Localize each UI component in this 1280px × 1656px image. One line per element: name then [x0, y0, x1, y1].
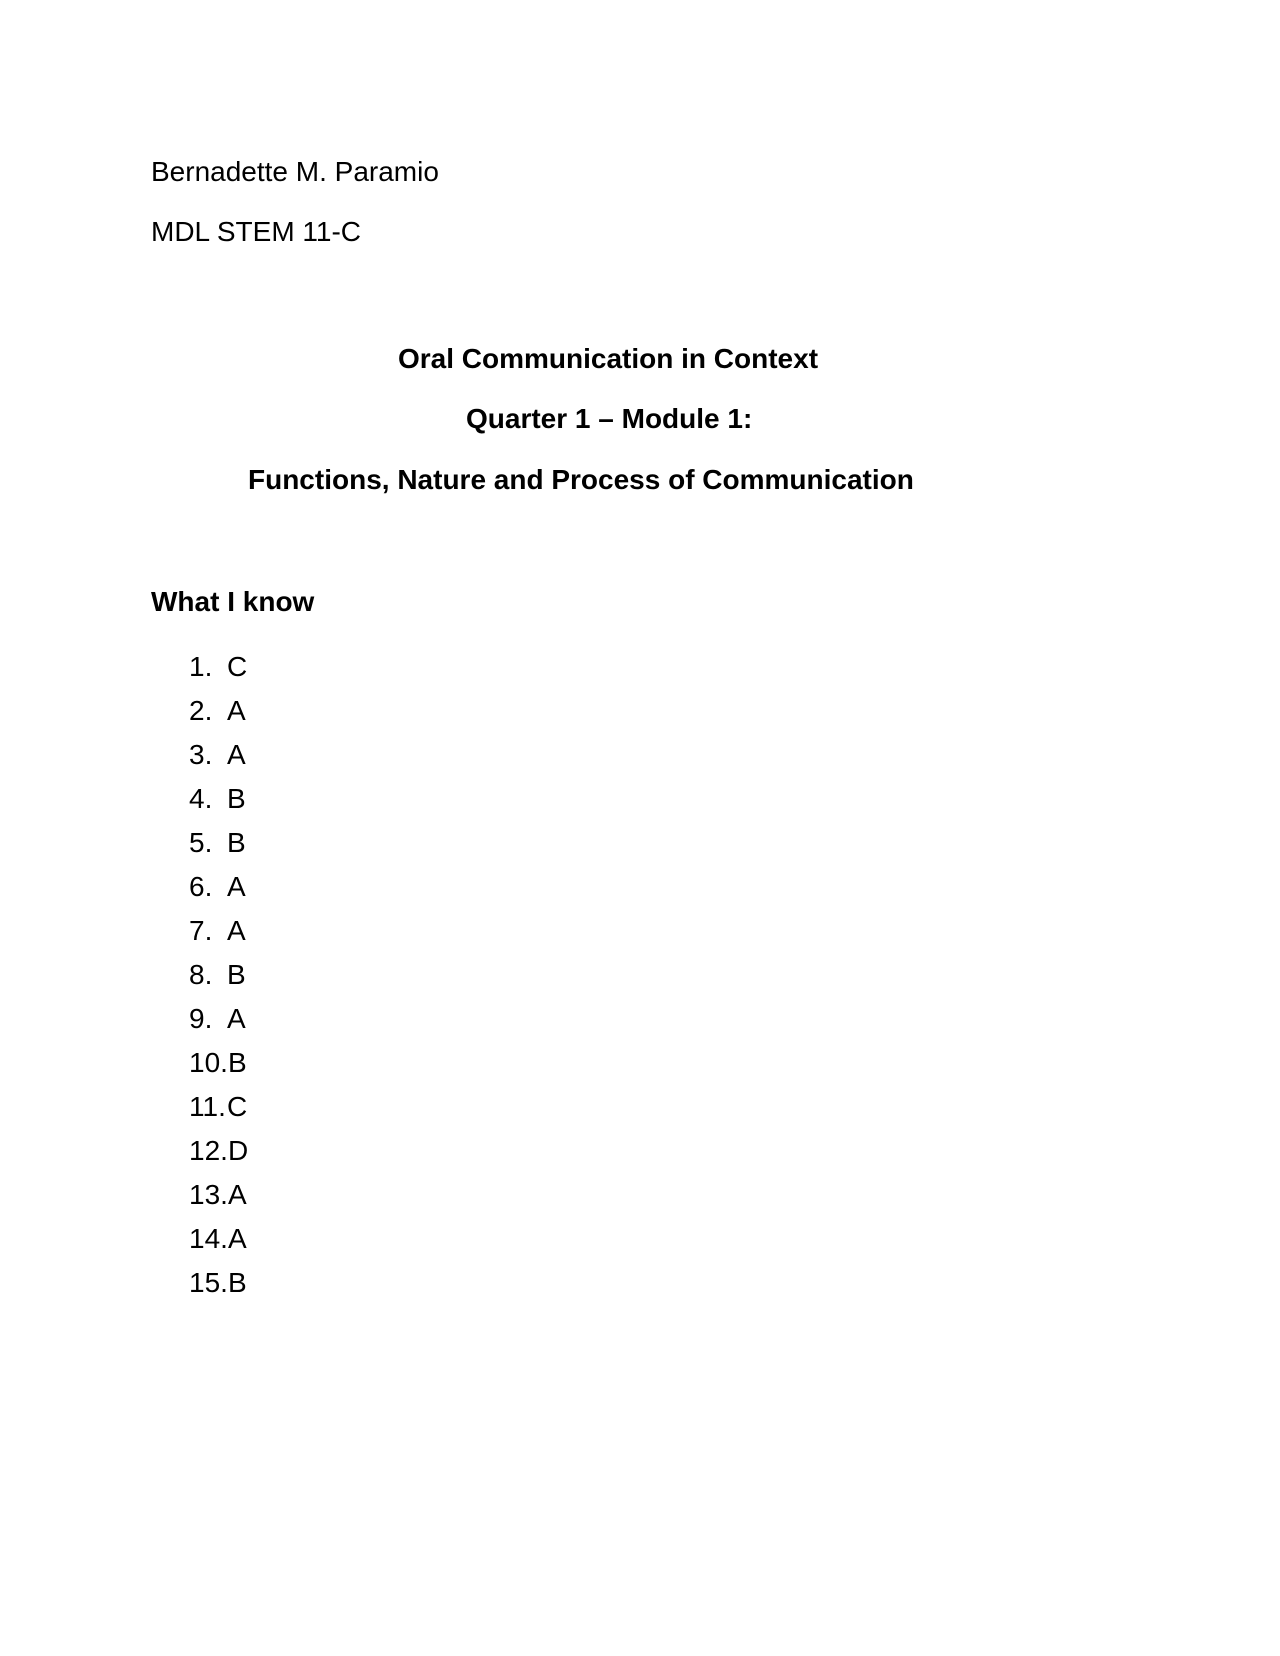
answer-letter: A	[227, 1003, 246, 1034]
answer-letter: A	[227, 1179, 247, 1210]
answer-item	[189, 909, 248, 953]
answer-letter: C	[227, 1091, 248, 1122]
answer-item	[189, 1085, 248, 1129]
answer-number: 2.	[189, 695, 213, 726]
topic-title: Functions, Nature and Process of Communication	[248, 464, 914, 495]
answer-number: 14.	[189, 1223, 228, 1254]
answer-number: 4.	[189, 783, 213, 814]
answer-list	[189, 645, 248, 1305]
answer-item	[189, 1173, 248, 1217]
answer-letter: A	[227, 739, 246, 770]
answer-letter: B	[227, 1047, 247, 1078]
answer-item	[189, 1041, 248, 1085]
answer-number: 7.	[189, 915, 213, 946]
answer-number: 13.	[189, 1179, 228, 1210]
answer-letter: A	[227, 915, 246, 946]
student-section: MDL STEM 11-C	[151, 216, 362, 247]
answer-item	[189, 645, 248, 689]
answer-item	[189, 865, 248, 909]
answer-number: 5.	[189, 827, 213, 858]
answer-number: 15.	[189, 1267, 228, 1298]
answer-number: 6.	[189, 871, 213, 902]
subject-title: Oral Communication in Context	[398, 343, 819, 374]
what-i-know-heading: What I know	[151, 586, 315, 617]
module-title: Quarter 1 – Module 1:	[466, 403, 753, 434]
answer-item	[189, 953, 248, 997]
answer-item	[189, 997, 248, 1041]
answer-item	[189, 777, 248, 821]
answer-number: 11.	[189, 1091, 226, 1122]
answer-number: 10.	[189, 1047, 228, 1078]
answer-letter: A	[227, 1223, 247, 1254]
answer-number: 1.	[189, 651, 213, 682]
answer-item	[189, 689, 248, 733]
answer-letter: C	[227, 651, 248, 682]
answer-item	[189, 1261, 248, 1305]
answer-letter: B	[227, 1267, 247, 1298]
answer-letter: A	[227, 871, 246, 902]
answer-letter: B	[227, 959, 246, 990]
answer-number: 8.	[189, 959, 213, 990]
answer-item	[189, 821, 248, 865]
answer-item	[189, 1129, 248, 1173]
answer-number: 12.	[189, 1135, 228, 1166]
student-name: Bernadette M. Paramio	[151, 156, 439, 187]
answer-number: 9.	[189, 1003, 213, 1034]
answer-letter: A	[227, 695, 246, 726]
answer-number: 3.	[189, 739, 213, 770]
answer-letter: D	[227, 1135, 249, 1166]
answer-letter: B	[227, 783, 246, 814]
answer-item	[189, 1217, 248, 1261]
answer-letter: B	[227, 827, 246, 858]
answer-item	[189, 733, 248, 777]
